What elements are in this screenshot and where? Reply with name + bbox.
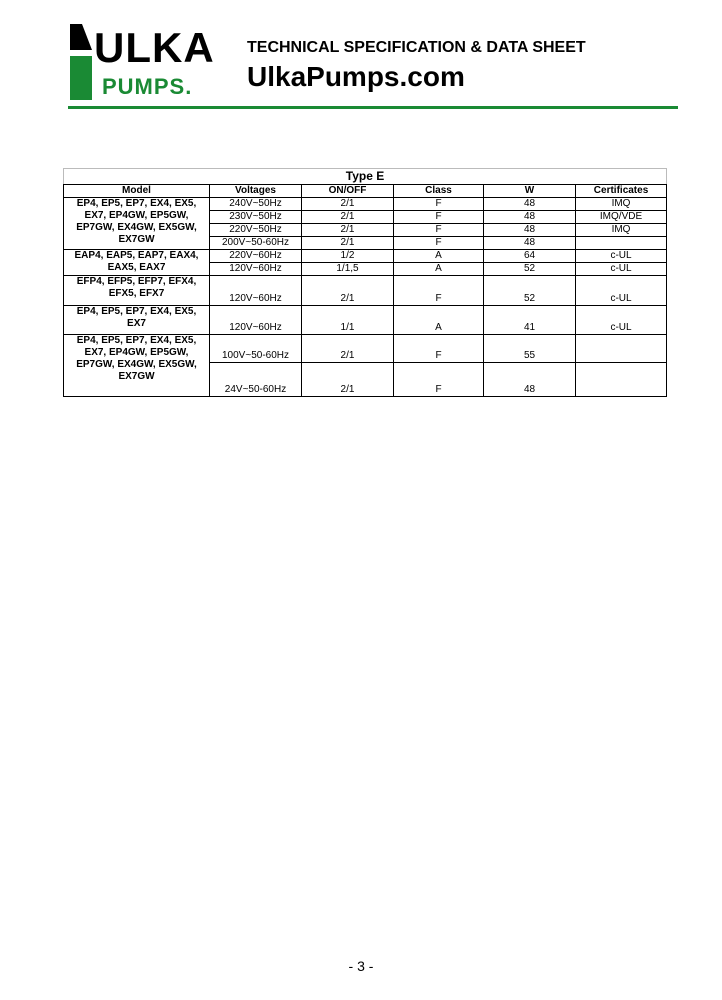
cert-cell: c-UL <box>576 276 667 306</box>
onoff-cell: 2/1 <box>302 335 394 363</box>
onoff-cell: 2/1 <box>302 224 394 237</box>
onoff-cell: 2/1 <box>302 237 394 250</box>
logo-word-ulka: ULKA <box>94 24 215 71</box>
document-title: TECHNICAL SPECIFICATION & DATA SHEET <box>247 39 586 56</box>
voltage-cell: 120V~60Hz <box>210 276 302 306</box>
cert-cell <box>576 237 667 250</box>
watt-cell: 52 <box>484 263 576 276</box>
col-header-model: Model <box>64 185 210 198</box>
model-cell: EP4, EP5, EP7, EX4, EX5, EX7 <box>64 306 210 335</box>
col-header-class: Class <box>394 185 484 198</box>
header-divider <box>68 106 678 109</box>
table-row <box>64 306 667 335</box>
watt-cell: 48 <box>484 198 576 211</box>
model-cell: EP4, EP5, EP7, EX4, EX5, EX7, EP4GW, EP5GW, EP7GW, EX4GW, EX5GW, EX7GW <box>64 198 210 250</box>
col-header-onoff: ON/OFF <box>302 185 394 198</box>
onoff-cell: 1/2 <box>302 250 394 263</box>
cert-cell: IMQ <box>576 224 667 237</box>
class-cell: F <box>394 198 484 211</box>
cert-cell: IMQ/VDE <box>576 211 667 224</box>
class-cell: A <box>394 250 484 263</box>
table-row <box>64 276 667 306</box>
watt-cell: 48 <box>484 237 576 250</box>
cert-cell <box>576 363 667 397</box>
site-name: UlkaPumps.com <box>247 61 465 92</box>
class-cell: F <box>394 335 484 363</box>
table-row <box>64 335 667 363</box>
model-cell: EFP4, EFP5, EFP7, EFX4, EFX5, EFX7 <box>64 276 210 306</box>
header-row <box>64 185 667 198</box>
col-header-w: W <box>484 185 576 198</box>
class-cell: F <box>394 276 484 306</box>
class-cell: F <box>394 211 484 224</box>
class-cell: A <box>394 306 484 335</box>
cert-cell: c-UL <box>576 263 667 276</box>
class-cell: F <box>394 237 484 250</box>
voltage-cell: 240V~50Hz <box>210 198 302 211</box>
voltage-cell: 24V~50-60Hz <box>210 363 302 397</box>
class-cell: A <box>394 263 484 276</box>
watt-cell: 64 <box>484 250 576 263</box>
onoff-cell: 2/1 <box>302 211 394 224</box>
voltage-cell: 230V~50Hz <box>210 211 302 224</box>
voltage-cell: 220V~60Hz <box>210 250 302 263</box>
cert-cell: c-UL <box>576 250 667 263</box>
table-row <box>64 198 667 211</box>
voltage-cell: 100V~50-60Hz <box>210 335 302 363</box>
watt-cell: 48 <box>484 211 576 224</box>
onoff-cell: 1/1 <box>302 306 394 335</box>
cert-cell <box>576 335 667 363</box>
cert-cell: c-UL <box>576 306 667 335</box>
watt-cell: 52 <box>484 276 576 306</box>
col-header-certificates: Certificates <box>576 185 667 198</box>
onoff-cell: 2/1 <box>302 363 394 397</box>
class-cell: F <box>394 363 484 397</box>
watt-cell: 48 <box>484 224 576 237</box>
watt-cell: 48 <box>484 363 576 397</box>
model-cell: EP4, EP5, EP7, EX4, EX5, EX7, EP4GW, EP5GW, EP7GW, EX4GW, EX5GW, EX7GW <box>64 335 210 397</box>
onoff-cell: 2/1 <box>302 276 394 306</box>
watt-cell: 55 <box>484 335 576 363</box>
page-number: - 3 - <box>348 958 374 974</box>
ulka-logo <box>68 22 215 102</box>
voltage-cell: 200V~50-60Hz <box>210 237 302 250</box>
table-row <box>64 250 667 263</box>
cert-cell: IMQ <box>576 198 667 211</box>
logo-word-pumps: PUMPS. <box>102 74 193 99</box>
onoff-cell: 1/1,5 <box>302 263 394 276</box>
voltage-cell: 120V~60Hz <box>210 306 302 335</box>
model-cell: EAP4, EAP5, EAP7, EAX4, EAX5, EAX7 <box>64 250 210 276</box>
watt-cell: 41 <box>484 306 576 335</box>
table-caption: Type E <box>64 169 667 185</box>
col-header-voltages: Voltages <box>210 185 302 198</box>
class-cell: F <box>394 224 484 237</box>
spec-table <box>63 168 667 397</box>
onoff-cell: 2/1 <box>302 198 394 211</box>
voltage-cell: 220V~50Hz <box>210 224 302 237</box>
voltage-cell: 120V~60Hz <box>210 263 302 276</box>
